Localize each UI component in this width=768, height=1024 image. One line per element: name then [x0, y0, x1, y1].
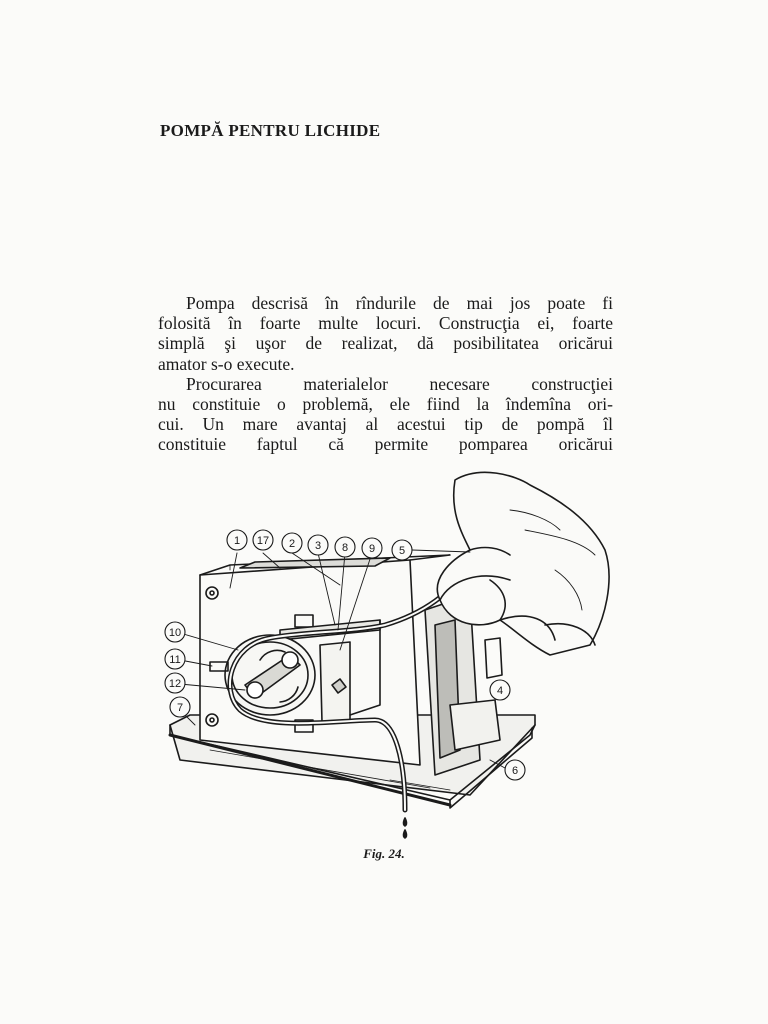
paragraph-1-line-2: folosită în foarte multe locuri. Construcţia ei, foarte [158, 313, 613, 334]
callout-label: 7 [176, 702, 184, 714]
drip-top [404, 818, 407, 826]
body-text [158, 293, 613, 455]
paragraph-1-line-4: amator s-o execute. [158, 353, 295, 374]
callout-label: 1 [233, 535, 241, 547]
paragraph-2-line-3: cui. Un mare avantaj al acestui tip de pompă îl [158, 414, 613, 435]
paragraph-2-line-1: Procurarea materialelor necesare construcţiei [186, 373, 613, 394]
paragraph-2-line-2: nu constituie o problemă, ele fiind la îndemîna ori- [158, 393, 613, 414]
paragraph-2-line-4: constituie faptul că permite pomparea oricărui [158, 434, 613, 455]
callout-label: 17 [256, 535, 270, 547]
callout-label: 3 [314, 540, 322, 552]
callout-label: 6 [511, 765, 519, 777]
paragraph-1-line-3: simplă şi uşor de realizat, dă posibilitatea oricărui [158, 333, 613, 354]
callout-label: 11 [169, 654, 181, 666]
paragraph-1-line-1: Pompa descrisă în rîndurile de mai jos poate fi [186, 293, 613, 313]
callout-label: 2 [288, 538, 296, 550]
callout-label: 8 [341, 542, 349, 554]
page-title: POMPĂ PENTRU LICHIDE [160, 121, 381, 140]
callout-label: 9 [368, 543, 376, 555]
callout-label: 10 [168, 627, 182, 639]
callout-label: 12 [168, 678, 182, 690]
figure-caption: Fig. 24. [363, 846, 405, 861]
callout-label: 4 [496, 685, 504, 697]
pump-illustration [150, 470, 620, 850]
callout-label: 5 [398, 545, 406, 557]
drip-bottom [404, 830, 407, 838]
